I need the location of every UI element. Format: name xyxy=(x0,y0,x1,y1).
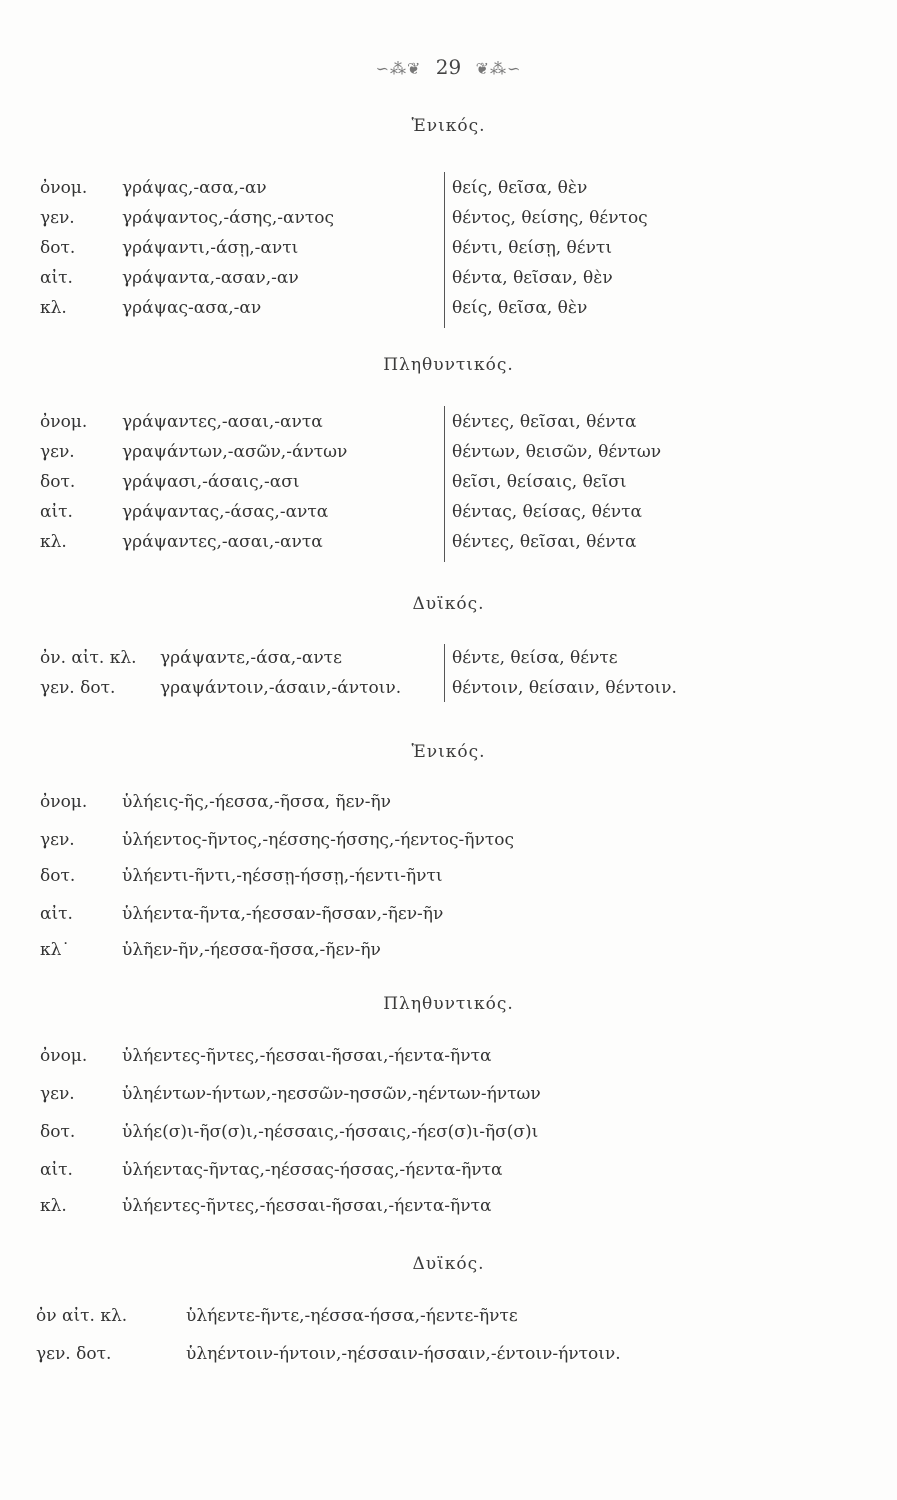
form-left: γράψασι,-άσαις,-ασι xyxy=(122,472,300,492)
case-label: γεν. xyxy=(40,830,75,850)
column-divider xyxy=(444,172,445,328)
form-right: θέντων, θεισῶν, θέντων xyxy=(452,442,662,462)
case-label: ὀν. αἰτ. κλ. xyxy=(40,648,137,668)
section-title-dual: Δυϊκός. xyxy=(412,1254,485,1274)
form-left: γράψαντες,-ασαι,-αντα xyxy=(122,412,323,432)
case-label: κλ. xyxy=(40,1196,67,1216)
case-label: γεν. xyxy=(40,442,75,462)
section-title-plural: Πληθυντικός. xyxy=(383,355,514,375)
form-left: γράψαντας,-άσας,-αντα xyxy=(122,502,329,522)
form-left: ὑλήεντι-ῆντι,-ηέσσῃ-ήσσῃ,-ήεντι-ῆντι xyxy=(122,866,443,886)
case-label: αἰτ. xyxy=(40,904,73,924)
case-label: δοτ. xyxy=(40,1122,76,1142)
case-label: αἰτ. xyxy=(40,268,73,288)
form-right: θείς, θεῖσα, θὲν xyxy=(452,178,588,198)
form-left: ὑλήεις-ῆς,-ήεσσα,-ῆσσα, ῆεν-ῆν xyxy=(122,792,391,812)
form-left: γράψαντι,-άσῃ,-αντι xyxy=(122,238,299,258)
form-right: θέντες, θεῖσαι, θέντα xyxy=(452,532,637,552)
case-label: γεν. xyxy=(40,1084,75,1104)
section-title-singular: Ἑνικός. xyxy=(411,116,486,136)
case-label: κλ. xyxy=(40,532,67,552)
column-divider xyxy=(444,406,445,562)
form-right: θέντας, θείσας, θέντα xyxy=(452,502,642,522)
form-right: θέντος, θείσης, θέντος xyxy=(452,208,648,228)
form-right: θεῖσι, θείσαις, θεῖσι xyxy=(452,472,627,492)
form-right: θείς, θεῖσα, θὲν xyxy=(452,298,588,318)
form-left: ὑληέντοιν-ήντοιν,-ηέσσαιν-ήσσαιν,-έντοιν-ήντοιν. xyxy=(186,1344,621,1364)
case-label: γεν. δοτ. xyxy=(40,678,116,698)
case-label: ὀνομ. xyxy=(40,1046,88,1066)
form-left: ὑλῆεν-ῆν,-ήεσσα-ῆσσα,-ῆεν-ῆν xyxy=(122,940,381,960)
form-left: ὑλήεντες-ῆντες,-ήεσσαι-ῆσσαι,-ήεντα-ῆντα xyxy=(122,1196,492,1216)
case-label: ὀνομ. xyxy=(40,412,88,432)
case-label: ὀνομ. xyxy=(40,178,88,198)
case-label: γεν. xyxy=(40,208,75,228)
page-number: 29 xyxy=(435,55,462,79)
form-left: γράψαντες,-ασαι,-αντα xyxy=(122,532,323,552)
section-title-singular: Ἑνικός. xyxy=(411,742,486,762)
form-left: ὑλήεντα-ῆντα,-ήεσσαν-ῆσσαν,-ῆεν-ῆν xyxy=(122,904,444,924)
case-label: αἰτ. xyxy=(40,1160,73,1180)
form-left: ὑλήεντας-ῆντας,-ηέσσας-ήσσας,-ήεντα-ῆντα xyxy=(122,1160,503,1180)
case-label: ὀν αἰτ. κλ. xyxy=(36,1306,128,1326)
form-right: θέντα, θεῖσαν, θὲν xyxy=(452,268,613,288)
form-right: θέντι, θείσῃ, θέντι xyxy=(452,238,613,258)
case-label: κλ˙ xyxy=(40,940,70,960)
form-right: θέντες, θεῖσαι, θέντα xyxy=(452,412,637,432)
form-left: ὑλήεντε-ῆντε,-ηέσσα-ήσσα,-ήεντε-ῆντε xyxy=(186,1306,518,1326)
case-label: γεν. δοτ. xyxy=(36,1344,112,1364)
section-title-dual: Δυϊκός. xyxy=(412,594,485,614)
section-title-plural: Πληθυντικός. xyxy=(383,994,514,1014)
form-left: γραψάντοιν,-άσαιν,-άντοιν. xyxy=(160,678,402,698)
case-label: αἰτ. xyxy=(40,502,73,522)
form-left: ὑλήε(σ)ι-ῆσ(σ)ι,-ηέσσαις,-ήσσαις,-ήεσ(σ)ι-ῆσ(σ)ι xyxy=(122,1122,539,1142)
page-header xyxy=(0,55,897,79)
form-left: γράψαντε,-άσα,-αντε xyxy=(160,648,342,668)
form-right: θέντε, θείσα, θέντε xyxy=(452,648,618,668)
form-left: γράψας,-ασα,-αν xyxy=(122,178,267,198)
form-right: θέντοιν, θείσαιν, θέντοιν. xyxy=(452,678,677,698)
form-left: γραψάντων,-ασῶν,-άντων xyxy=(122,442,348,462)
case-label: κλ. xyxy=(40,298,67,318)
form-left: γράψαντος,-άσης,-αντος xyxy=(122,208,335,228)
column-divider xyxy=(444,644,445,702)
form-left: ὑλήεντος-ῆντος,-ηέσσης-ήσσης,-ήεντος-ῆντος xyxy=(122,830,514,850)
form-left: γράψαντα,-ασαν,-αν xyxy=(122,268,299,288)
form-left: γράψας-ασα,-αν xyxy=(122,298,262,318)
form-left: ὑληέντων-ήντων,-ηεσσῶν-ησσῶν,-ηέντων-ήντων xyxy=(122,1084,541,1104)
case-label: δοτ. xyxy=(40,238,76,258)
case-label: δοτ. xyxy=(40,866,76,886)
form-left: ὑλήεντες-ῆντες,-ήεσσαι-ῆσσαι,-ήεντα-ῆντα xyxy=(122,1046,492,1066)
case-label: δοτ. xyxy=(40,472,76,492)
ornament-right-icon: ❦⁂∽ xyxy=(475,59,522,78)
case-label: ὀνομ. xyxy=(40,792,88,812)
ornament-left-icon: ∽⁂❦ xyxy=(375,59,422,78)
